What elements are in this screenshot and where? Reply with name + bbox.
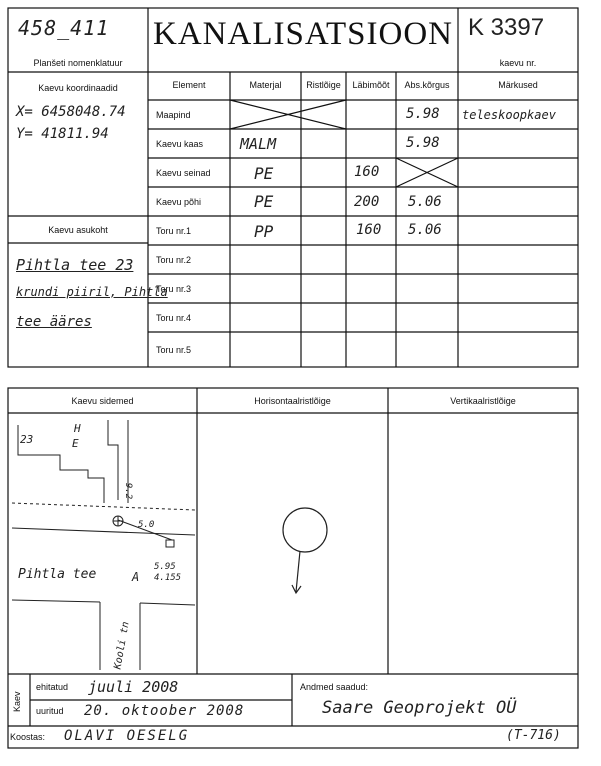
table-row-element: Toru nr.2	[156, 254, 192, 265]
table-cell-height: 5.06	[408, 194, 442, 210]
table-cell-height: 5.98	[406, 135, 440, 151]
page-title: KANALISATSIOON	[153, 16, 453, 52]
connections-sketch	[12, 420, 195, 670]
vertical-section-label: Vertikaalristlõige	[450, 396, 516, 406]
author-value: OLAVI OESELG	[64, 728, 190, 744]
location-line-3: tee ääres	[16, 314, 92, 330]
author-label: Koostas:	[10, 732, 46, 742]
map-distance-1: 9.2	[123, 482, 134, 500]
table-row-element: Toru nr.5	[156, 344, 192, 355]
form-code: (T-716)	[506, 728, 561, 743]
map-height-2: 4.155	[154, 573, 182, 583]
horizontal-section-drawing	[283, 508, 327, 593]
location-label: Kaevu asukoht	[48, 225, 108, 235]
table-cell-material: PP	[254, 222, 274, 241]
measured-value: 20. oktoober 2008	[84, 703, 245, 719]
col-header-element: Element	[172, 80, 206, 90]
table-cell-notes: teleskoopkaev	[462, 108, 556, 122]
map-label-a: A	[132, 570, 140, 584]
data-source-label: Andmed saadud:	[300, 682, 369, 692]
built-value: juuli 2008	[88, 678, 179, 696]
table-cell-diameter: 160	[356, 222, 382, 238]
col-header-notes: Märkused	[498, 80, 538, 90]
table-row-element: Kaevu kaas	[156, 138, 204, 149]
table-cell-material: PE	[254, 164, 274, 183]
map-distance-2: 5.0	[138, 520, 155, 530]
table-cell-diameter: 200	[354, 194, 380, 210]
map-plot-number: 23	[20, 433, 34, 446]
table-row-element: Kaevu seinad	[156, 167, 211, 178]
table-cell-diameter: 160	[354, 164, 380, 180]
table-cell-height: 5.98	[406, 106, 440, 122]
col-header-cross: Ristlõige	[306, 80, 341, 90]
table-row-element: Toru nr.3	[156, 283, 192, 294]
measured-label: uuritud	[36, 706, 64, 716]
map-label-e: E	[72, 437, 79, 450]
col-header-material: Materjal	[249, 80, 282, 90]
sheet-number: 458_411	[18, 16, 110, 40]
col-header-diameter: Läbimõõt	[352, 80, 390, 90]
table-cell-material: PE	[254, 192, 274, 211]
data-source-value: Saare Geoprojekt OÜ	[322, 698, 517, 718]
connections-label: Kaevu sidemed	[71, 396, 134, 406]
table-row-element: Toru nr.1	[156, 225, 192, 236]
table-row-element: Kaevu põhi	[156, 196, 202, 207]
col-header-height: Abs.kõrgus	[404, 80, 450, 90]
table-row-element: Maapind	[156, 109, 191, 120]
map-road-label: Pihtla tee	[18, 567, 97, 582]
coordinate-y: Y= 41811.94	[16, 126, 109, 142]
map-height-1: 5.95	[154, 562, 176, 572]
sheet-label: Planšeti nomenklatuur	[33, 58, 123, 68]
horizontal-section-label: Horisontaalristlõige	[254, 396, 331, 406]
table-row-element: Toru nr.4	[156, 312, 192, 323]
map-side-road: Kooli tn	[112, 620, 132, 671]
location-line-1: Pihtla tee 23	[16, 256, 134, 274]
coordinate-x: X= 6458048.74	[16, 104, 126, 120]
built-label: ehitatud	[36, 682, 69, 692]
table-cell-height: 5.06	[408, 222, 442, 238]
table-cell-material: MALM	[240, 135, 277, 153]
location-line-2: krundi piiril, Pihtla	[16, 285, 168, 299]
coordinates-label: Kaevu koordinaadid	[38, 83, 118, 93]
well-number: K 3397	[468, 14, 545, 41]
well-number-label: kaevu nr.	[499, 58, 537, 68]
footer-side-label: Kaev	[12, 691, 22, 712]
map-label-h: H	[74, 422, 81, 435]
